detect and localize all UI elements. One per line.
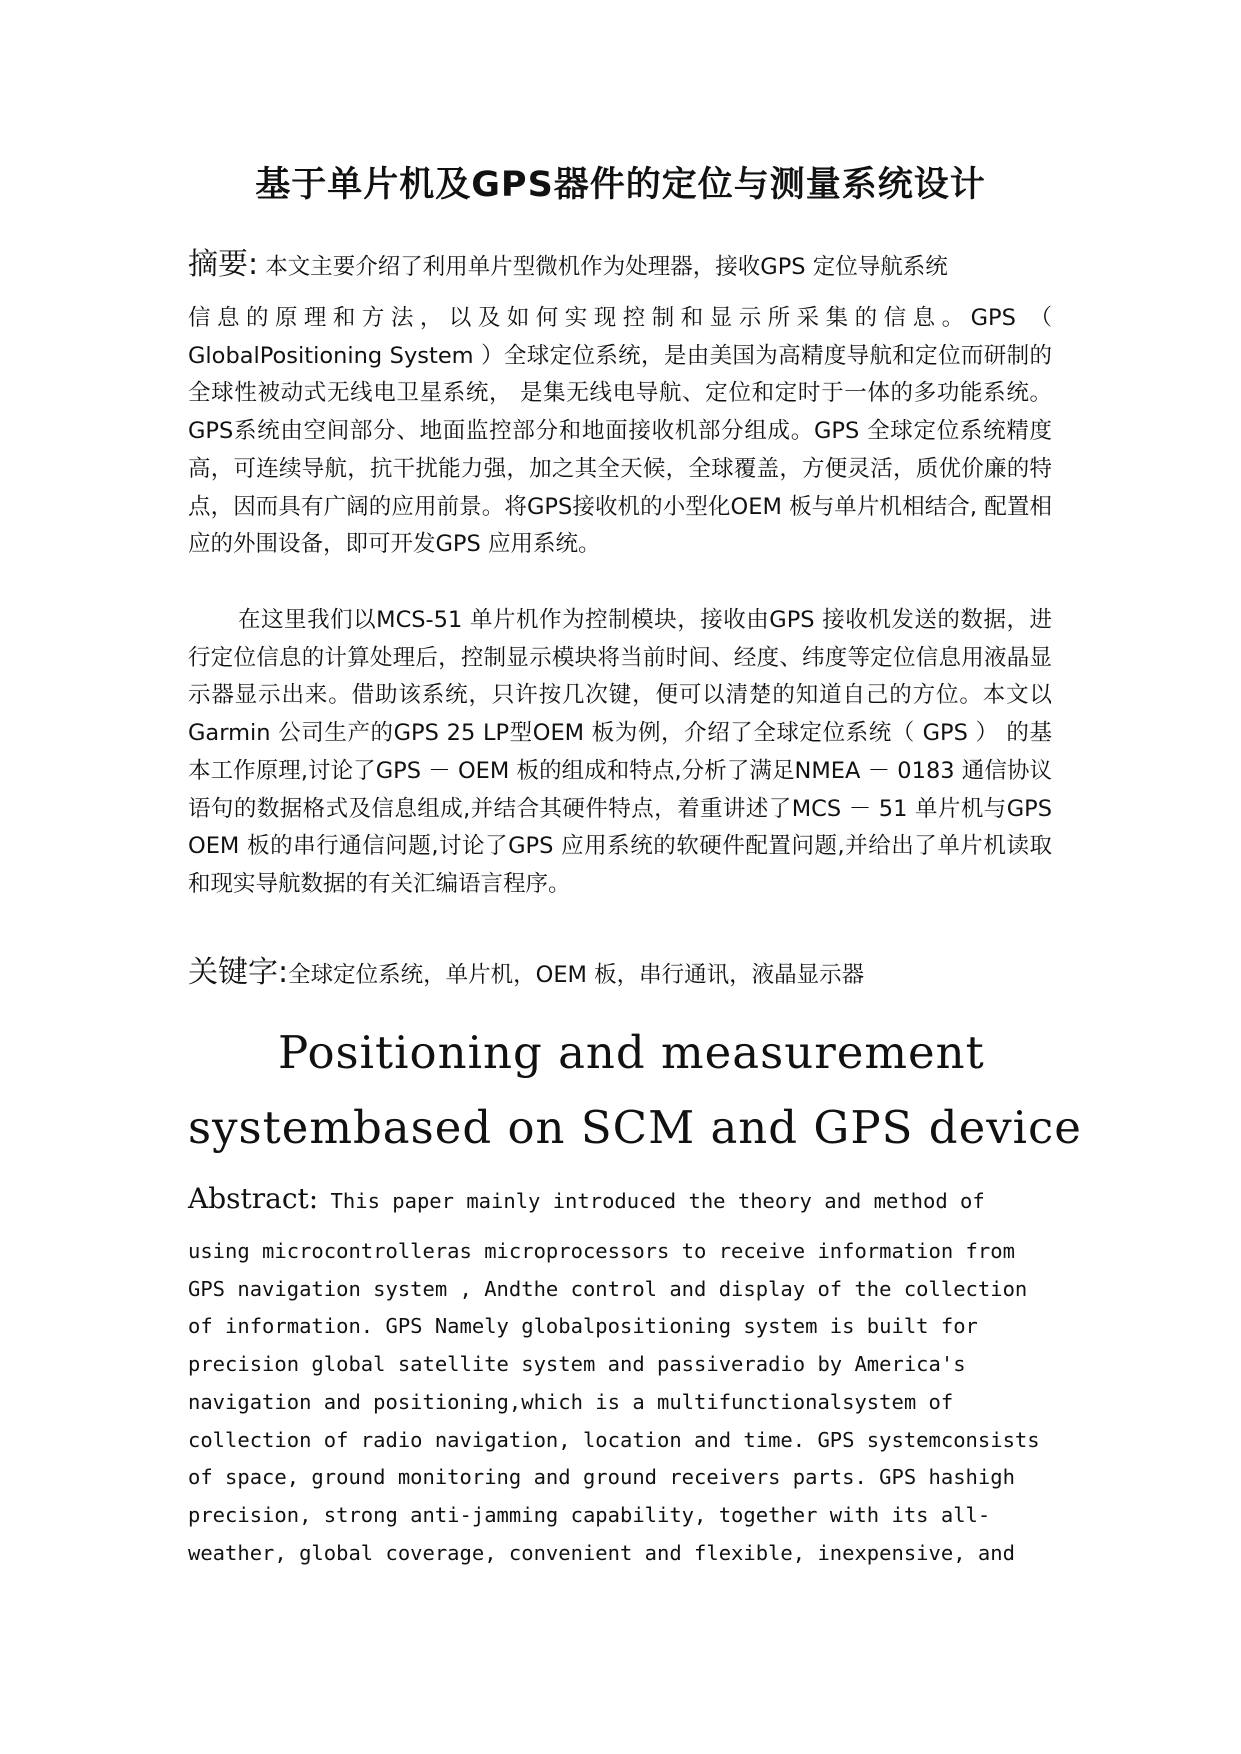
abstract-en-line: collection of radio navigation, location and time. GPS systemconsists bbox=[188, 1427, 1040, 1452]
abstract-en-line: of information. GPS Namely globalpositioning system is built for bbox=[188, 1314, 978, 1339]
abstract-en-line: precision, strong anti-jamming capability, together with its all- bbox=[188, 1502, 991, 1527]
abstract-en-line: GPS navigation system , Andthe control and display of the collection bbox=[188, 1276, 1028, 1301]
abstract-en-first-text: This paper mainly introduced the theory and method of bbox=[318, 1189, 985, 1213]
abstract-en-label: Abstract: bbox=[188, 1182, 319, 1215]
keywords-cn bbox=[188, 950, 1052, 998]
abstract-cn-paragraph-1: 信息的原理和方法，以及如何实现控制和显示所采集的信息。GPS （ GlobalPositioning System ）全球定位系统，是由美国为高精度导航和定位而研制的全球性被动式无线电卫星系统， 是集无线电导航、定位和定时于一体的多功能系统。GPS系统由空间部分、地面监控部分和地面接收机部分组成。GPS 全球定位系统精度高，可连续导航，抗干扰能力强，加之其全天候，全球覆盖，方便灵活，质优价廉的特点，因而具有广阔的应用前景。将GPS接收机的小型化OEM 板与单片机相结合, 配置相应的外围设备，即可开发GPS 应用系统。 bbox=[188, 305, 1052, 558]
abstract-en-line: navigation and positioning,which is a multifunctionalsystem of bbox=[188, 1389, 954, 1414]
abstract-cn-paragraph-2: 在这里我们以MCS-51 单片机作为控制模块，接收由GPS 接收机发送的数据，进行定位信息的计算处理后，控制显示模块将当前时间、经度、纬度等定位信息用液晶显示器显示出来。借助该系统，只许按几次键，便可以清楚的知道自己的方位。本文以Garmin 公司生产的GPS 25 LP型OEM 板为例，介绍了全球定位系统（ GPS ） 的基本工作原理,讨论了GPS － OEM 板的组成和特点,分析了满足NMEA － 0183 通信协议语句的数据格式及信息组成,并结合其硬件特点，着重讲述了MCS － 51 单片机与GPS OEM 板的串行通信问题,讨论了GPS 应用系统的软硬件配置问题,并给出了单片机读取和现实导航数据的有关汇编语言程序。 bbox=[188, 607, 1052, 897]
document-title-cn: 基于单片机及GPS器件的定位与测量系统设计 bbox=[255, 165, 986, 205]
abstract-en-line: of space, ground monitoring and ground receivers parts. GPS hashigh bbox=[188, 1465, 1015, 1490]
abstract-en-first-line bbox=[188, 1180, 1068, 1221]
abstract-cn-first-text: 本文主要介绍了利用单片型微机作为处理器，接收GPS 定位导航系统 bbox=[258, 254, 948, 280]
abstract-en-line: precision global satellite system and passiveradio by America's bbox=[188, 1352, 966, 1377]
abstract-en-line: using microcontrolleras microprocessors to receive information from bbox=[188, 1239, 1015, 1263]
abstract-en-line: weather, global coverage, convenient and flexible, inexpensive, and bbox=[188, 1540, 1015, 1565]
document-title-en-line-1: Positioning and measurement bbox=[278, 1026, 985, 1079]
document-title-en-line-2: systembased on SCM and GPS device bbox=[188, 1101, 1082, 1154]
abstract-cn-label: 摘要: bbox=[188, 247, 259, 282]
keywords-cn-text: 全球定位系统，单片机，OEM 板，串行通讯，液晶显示器 bbox=[288, 962, 865, 988]
keywords-cn-label: 关键字: bbox=[188, 955, 289, 990]
abstract-en-body bbox=[188, 1233, 1068, 1572]
abstract-cn-first-line bbox=[188, 242, 1052, 290]
